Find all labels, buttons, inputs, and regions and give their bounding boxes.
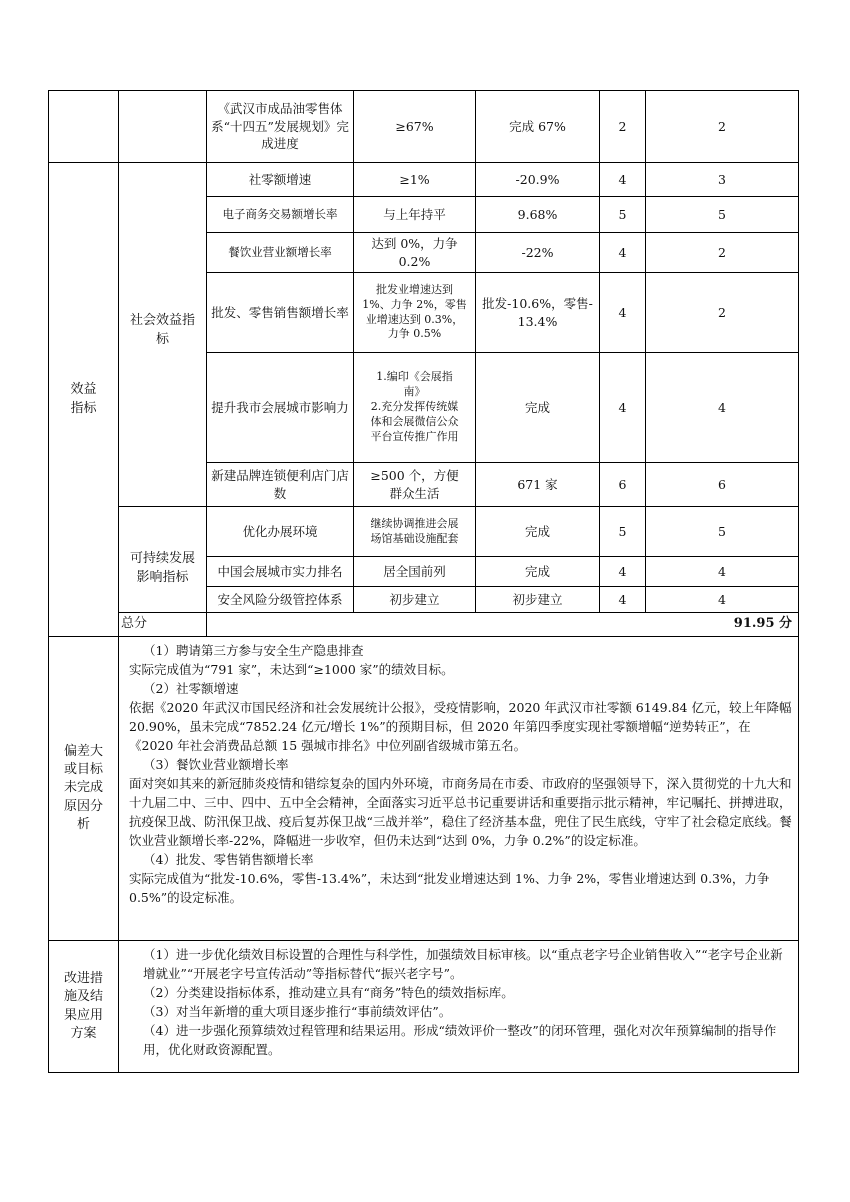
actual-value: 完成 <box>476 557 600 587</box>
total-row <box>49 613 799 637</box>
deviation-content <box>119 637 799 941</box>
deviation-label: 偏差大 或目标 未完成 原因分 析 <box>49 637 119 941</box>
score-value: 3 <box>646 163 799 197</box>
actual-value: 671 家 <box>476 463 600 507</box>
deviation-line: 依据《2020 年武汉市国民经济和社会发展统计公报》，受疫情影响，2020 年武汉市社零额 6149.84 亿元，较上年降幅 20.90%，虽未完成“7852.24 亿元/增长 1%”的预期目标，但 2020 年第四季度实现社零额增幅“逆势转正”，在《2020 年社会消费品总额 15 强城市排名》中位列副省级城市第五名。 <box>129 700 792 753</box>
score-value: 4 <box>646 557 799 587</box>
score-value: 2 <box>646 91 799 163</box>
actual-value: -22% <box>476 233 600 273</box>
weight-value: 4 <box>600 273 646 353</box>
improvement-line: （2）分类建设指标体系，推动建立具有“商务”特色的绩效指标库。 <box>143 985 514 1000</box>
score-value: 4 <box>646 587 799 613</box>
indicator-name: 提升我市会展城市影响力 <box>207 353 354 463</box>
target-value: 达到 0%，力争 0.2% <box>354 233 476 273</box>
indicator-name: 优化办展环境 <box>207 507 354 557</box>
indicator-name: 批发、零售销售额增长率 <box>207 273 354 353</box>
target-value: ≥67% <box>354 91 476 163</box>
improvement-line: （3）对当年新增的重大项目逐步推行“事前绩效评估”。 <box>143 1004 452 1019</box>
actual-value: 初步建立 <box>476 587 600 613</box>
weight-value: 4 <box>600 353 646 463</box>
score-value: 6 <box>646 463 799 507</box>
table-row <box>49 91 799 163</box>
table-row <box>49 163 799 197</box>
target-value: ≥1% <box>354 163 476 197</box>
deviation-row <box>49 637 799 941</box>
improvement-row <box>49 941 799 1073</box>
score-value: 2 <box>646 273 799 353</box>
weight-value: 5 <box>600 507 646 557</box>
group-benefit-cell: 效益 指标 <box>49 163 119 637</box>
actual-value: 完成 67% <box>476 91 600 163</box>
target-value: 居全国前列 <box>354 557 476 587</box>
target-value: 初步建立 <box>354 587 476 613</box>
indicator-name: 安全风险分级管控体系 <box>207 587 354 613</box>
weight-value: 4 <box>600 233 646 273</box>
indicator-name: 中国会展城市实力排名 <box>207 557 354 587</box>
total-label: 总分 <box>119 613 207 637</box>
indicator-name: 新建品牌连锁便利店门店数 <box>207 463 354 507</box>
deviation-line: 实际完成值为“批发-10.6%，零售-13.4%”，未达到“批发业增速达到 1%、力争 2%，零售业增速达到 0.3%，力争 0.5%”的设定标准。 <box>129 871 770 905</box>
deviation-line: （3）餐饮业营业额增长率 <box>143 757 289 772</box>
weight-value: 6 <box>600 463 646 507</box>
deviation-line: 实际完成值为“791 家”，未达到“≥1000 家”的绩效目标。 <box>129 662 454 677</box>
actual-value: 完成 <box>476 353 600 463</box>
deviation-line: （2）社零额增速 <box>143 681 239 696</box>
weight-value: 4 <box>600 557 646 587</box>
table-row <box>49 507 799 557</box>
total-score: 91.95 分 <box>207 613 799 637</box>
indicator-name: 《武汉市成品油零售体系“十四五”发展规划》完成进度 <box>207 91 354 163</box>
indicator-name: 电子商务交易额增长率 <box>207 197 354 233</box>
weight-value: 5 <box>600 197 646 233</box>
weight-value: 4 <box>600 163 646 197</box>
performance-table <box>48 90 799 1073</box>
level1-cell-empty <box>49 91 119 163</box>
improvement-label: 改进措 施及结 果应用 方案 <box>49 941 119 1073</box>
deviation-line: （4）批发、零售销售额增长率 <box>143 852 314 867</box>
deviation-line: 面对突如其来的新冠肺炎疫情和错综复杂的国内外环境，市商务局在市委、市政府的坚强领导下，深入贯彻党的十九大和十九届二中、三中、四中、五中全会精神，全面落实习近平总书记重要讲话和重要指示批示精神，牢记嘱托、拼搏进取，抗疫保卫战、防汛保卫战、疫后复苏保卫战“三战并举”，稳住了经济基本盘，兜住了民生底线，守牢了社会稳定底线。餐饮业营业额增长率-22%，降幅进一步收窄，但仍未达到“达到 0%，力争 0.2%”的设定标准。 <box>129 776 792 848</box>
indicator-name: 社零额增速 <box>207 163 354 197</box>
improvement-line: （4）进一步强化预算绩效过程管理和结果运用。形成“绩效评价一整改”的闭环管理，强化对次年预算编制的指导作用，优化财政资源配置。 <box>143 1023 777 1057</box>
score-value: 5 <box>646 507 799 557</box>
target-value: 继续协调推进会展 场馆基础设施配套 <box>354 507 476 557</box>
score-value: 5 <box>646 197 799 233</box>
target-value: 批发业增速达到 1%、力争 2%，零售 业增速达到 0.3%， 力争 0.5% <box>354 273 476 353</box>
sub-sustain-cell: 可持续发展 影响指标 <box>119 507 207 613</box>
improvement-content <box>119 941 799 1073</box>
actual-value: 完成 <box>476 507 600 557</box>
target-value: 1.编印《会展指 南》 2.充分发挥传统媒 体和会展微信公众 平台宣传推广作用 <box>354 353 476 463</box>
score-value: 2 <box>646 233 799 273</box>
actual-value: 批发-10.6%，零售- 13.4% <box>476 273 600 353</box>
sub-social-cell-top <box>119 163 207 507</box>
weight-value: 4 <box>600 587 646 613</box>
deviation-line: （1）聘请第三方参与安全生产隐患排查 <box>143 643 364 658</box>
actual-value: -20.9% <box>476 163 600 197</box>
target-value: ≥500 个，方便 群众生活 <box>354 463 476 507</box>
sub-social-text: 社会效益指 标 <box>129 312 195 347</box>
actual-value: 9.68% <box>476 197 600 233</box>
score-value: 4 <box>646 353 799 463</box>
level2-cell-empty <box>119 91 207 163</box>
target-value: 与上年持平 <box>354 197 476 233</box>
weight-value: 2 <box>600 91 646 163</box>
improvement-line: （1）进一步优化绩效目标设置的合理性与科学性，加强绩效目标审核。以“重点老字号企业销售收入”“老字号企业新增就业”“开展老字号宣传活动”等指标替代“振兴老字号”。 <box>143 947 783 981</box>
indicator-name: 餐饮业营业额增长率 <box>207 233 354 273</box>
